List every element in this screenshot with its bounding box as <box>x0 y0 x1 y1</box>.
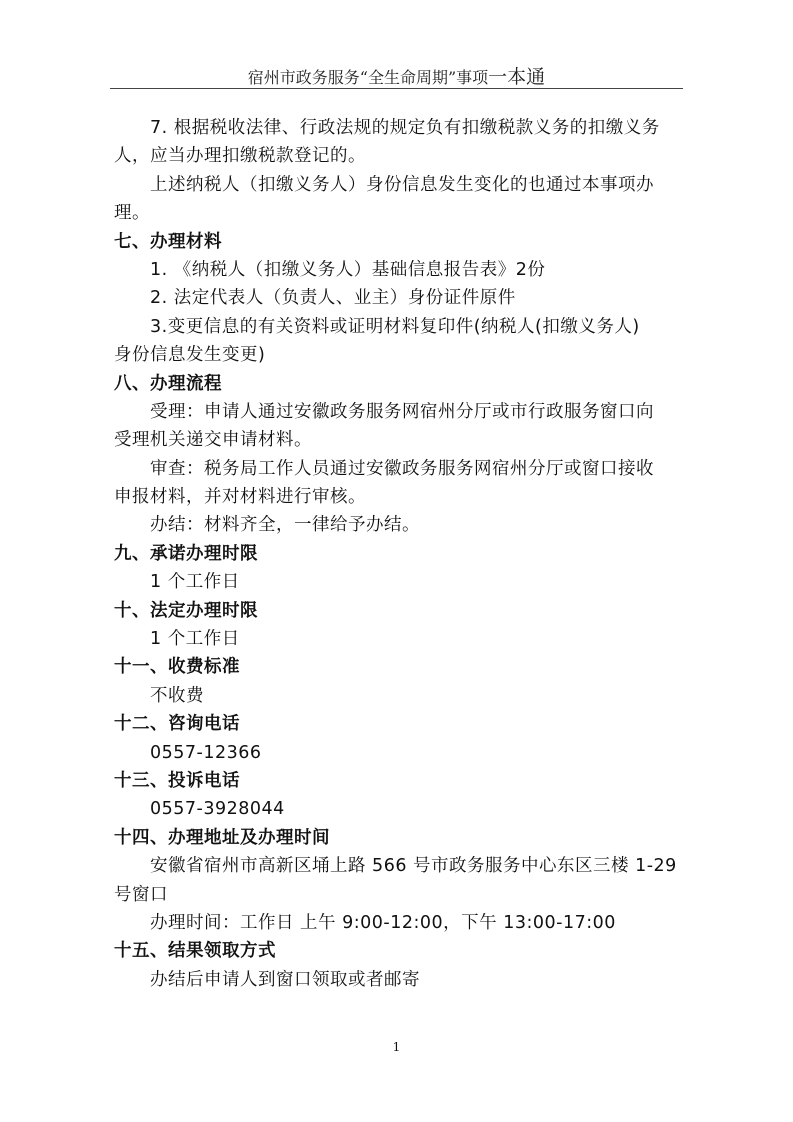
text-line: 1. 《纳税人（扣缴义务人）基础信息报告表》2份 <box>150 259 546 280</box>
section-heading: 十五、结果领取方式 <box>114 941 276 962</box>
text-line: 号窗口 <box>114 884 168 905</box>
text-line: 7. 根据税收法律、行政法规的规定负有扣缴税款义务的扣缴义务 <box>150 118 660 138</box>
page-number: 1 <box>392 1040 401 1054</box>
section-heading: 七、办理材料 <box>114 231 222 252</box>
document-body <box>114 114 686 994</box>
text-line: 理。 <box>114 203 150 224</box>
text-line: 办理时间：工作日 上午 9:00-12:00，下午 13:00-17:00 <box>150 912 616 933</box>
text-line: 办结后申请人到窗口领取或者邮寄 <box>150 969 420 990</box>
section-heading: 十二、咨询电话 <box>114 714 240 735</box>
text-line: 3.变更信息的有关资料或证明材料复印件(纳税人(扣缴义务人) <box>150 316 640 337</box>
section-heading: 十、法定办理时限 <box>114 600 258 621</box>
text-line: 2. 法定代表人（负责人、业主）身份证件原件 <box>150 288 516 309</box>
section-heading: 八、办理流程 <box>114 373 222 394</box>
text-line: 受理：申请人通过安徽政务服务网宿州分厅或市行政服务窗口向 <box>150 401 654 422</box>
text-line: 申报材料，并对材料进行审核。 <box>114 487 366 508</box>
header-main: 一本通 <box>488 66 546 88</box>
section-heading: 九、承诺办理时限 <box>114 543 258 564</box>
text-line: 审查：税务局工作人员通过安徽政务服务网宿州分厅或窗口接收 <box>150 458 654 479</box>
section-heading: 十三、投诉电话 <box>114 770 240 791</box>
text-line: 受理机关递交申请材料。 <box>114 430 312 451</box>
section-heading: 十一、收费标准 <box>114 657 240 678</box>
running-header <box>110 62 683 89</box>
header-prefix: 宿州市政务服务“全生命周期”事项 <box>247 68 489 87</box>
text-line: 0557-3928044 <box>150 799 285 820</box>
text-line: 1 个工作日 <box>150 629 240 650</box>
text-line: 办结：材料齐全，一律给予办结。 <box>150 515 420 536</box>
text-line: 上述纳税人（扣缴义务人）身份信息发生变化的也通过本事项办 <box>150 174 654 195</box>
text-line: 不收费 <box>150 685 204 706</box>
header-rule <box>110 88 683 89</box>
text-line: 0557-12366 <box>150 742 262 763</box>
text-line: 安徽省宿州市高新区埇上路 566 号市政务服务中心东区三楼 1-29 <box>150 856 677 877</box>
text-line: 1 个工作日 <box>150 572 240 593</box>
section-heading: 十四、办理地址及办理时间 <box>114 827 330 848</box>
text-line: 身份信息发生变更) <box>114 345 266 366</box>
text-line: 人，应当办理扣缴税款登记的。 <box>114 146 366 167</box>
